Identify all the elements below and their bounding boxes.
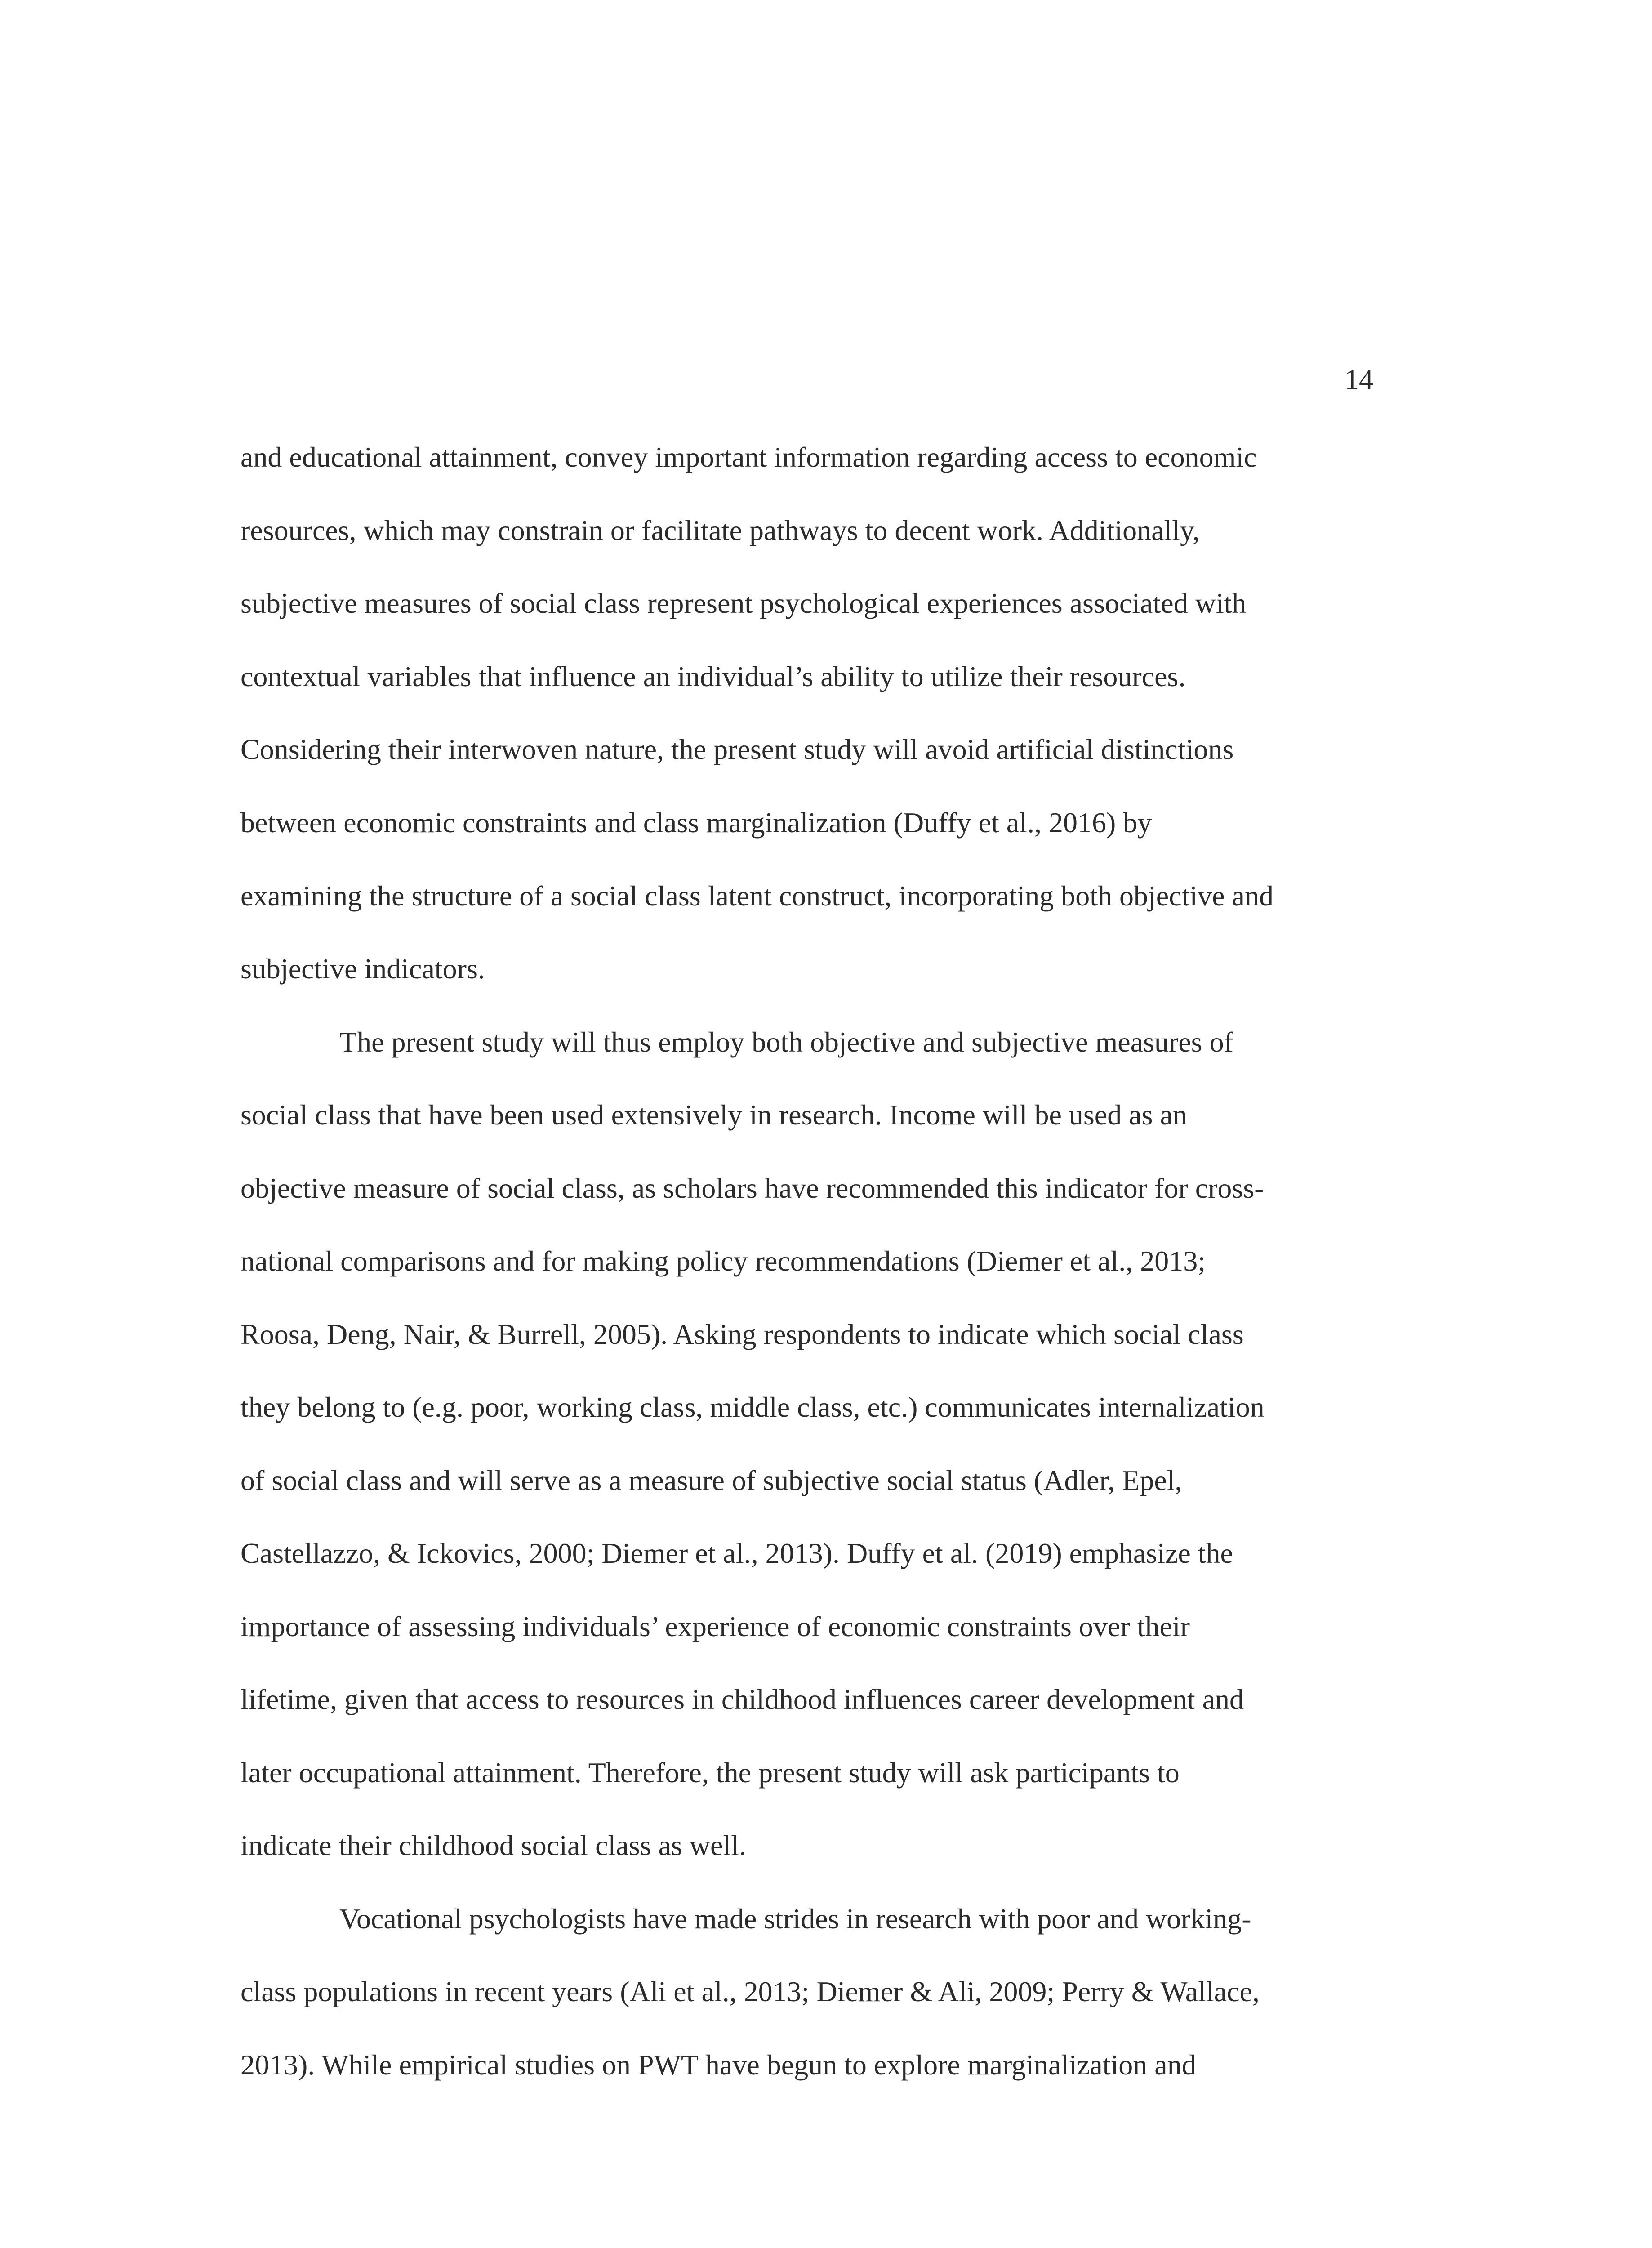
text-line: and educational attainment, convey important information regarding access to economic: [240, 441, 1257, 473]
text-line: subjective measures of social class represent psychological experiences associated with: [240, 587, 1247, 619]
text-line: importance of assessing individuals’ experience of economic constraints over their: [240, 1610, 1190, 1642]
text-line: between economic constraints and class marginalization (Duffy et al., 2016) by: [240, 807, 1152, 839]
text-line: Castellazzo, & Ickovics, 2000; Diemer et al., 2013). Duffy et al. (2019) emphasize the: [240, 1537, 1233, 1569]
text-line: resources, which may constrain or facilitate pathways to decent work. Additionally,: [240, 514, 1200, 546]
text-line: contextual variables that influence an individual’s ability to utilize their resources.: [240, 660, 1186, 692]
text-line: 2013). While empirical studies on PWT have begun to explore marginalization and: [240, 2049, 1196, 2081]
text-line: national comparisons and for making policy recommendations (Diemer et al., 2013;: [240, 1245, 1206, 1277]
paragraph-first-line: Vocational psychologists have made strides in research with poor and working-: [339, 1903, 1251, 1935]
text-line: class populations in recent years (Ali et al., 2013; Diemer & Ali, 2009; Perry & Wallace,: [240, 1976, 1260, 2007]
text-line: social class that have been used extensively in research. Income will be used as an: [240, 1099, 1187, 1131]
text-line: subjective indicators.: [240, 953, 485, 985]
text-line: Considering their interwoven nature, the present study will avoid artificial distinctions: [240, 733, 1234, 765]
text-line: objective measure of social class, as scholars have recommended this indicator for cross-: [240, 1172, 1264, 1204]
text-line: indicate their childhood social class as well.: [240, 1829, 746, 1861]
text-line: of social class and will serve as a measure of subjective social status (Adler, Epel,: [240, 1464, 1182, 1496]
text-line: they belong to (e.g. poor, working class, middle class, etc.) communicates internalization: [240, 1391, 1265, 1423]
text-line: examining the structure of a social class latent construct, incorporating both objective and: [240, 880, 1274, 912]
text-line: lifetime, given that access to resources in childhood influences career development and: [240, 1683, 1244, 1715]
text-line: later occupational attainment. Therefore, the present study will ask participants to: [240, 1757, 1180, 1789]
paragraph-first-line: The present study will thus employ both objective and subjective measures of: [339, 1026, 1233, 1058]
page-number: 14: [1345, 363, 1373, 395]
text-line: Roosa, Deng, Nair, & Burrell, 2005). Asking respondents to indicate which social class: [240, 1318, 1244, 1350]
